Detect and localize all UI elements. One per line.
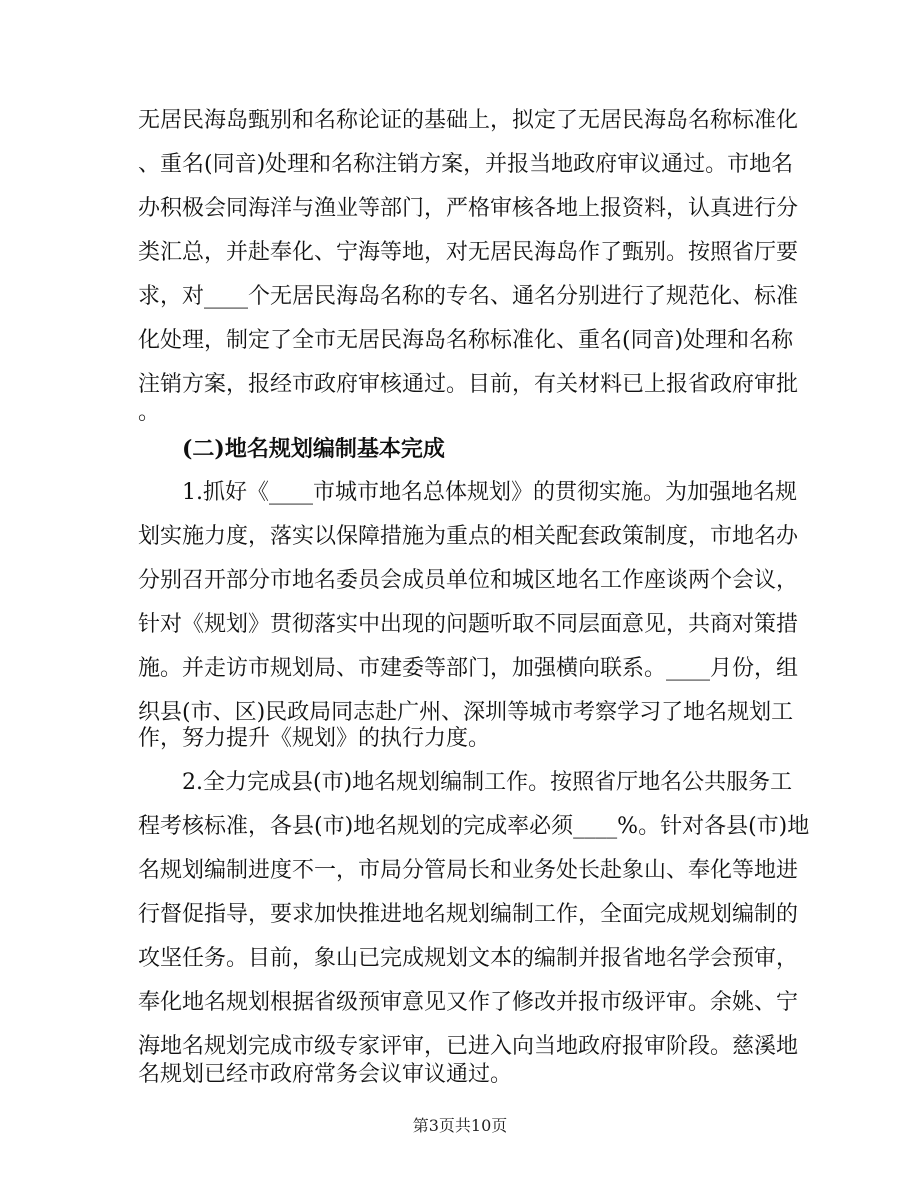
body-text-line: 求，对____个无居民海岛名称的专名、通名分别进行了规范化、标准 [138, 284, 799, 309]
body-text-line: 名规划编制进度不一，市局分管局长和业务处长赴象山、奉化等地进 [138, 858, 799, 883]
body-text-line: 2.全力完成县(市)地名规划编制工作。按照省厅地名公共服务工 [182, 770, 793, 795]
body-text-line: 海地名规划完成市级专家评审，已进入向当地政府报审阶段。慈溪地 [138, 1034, 799, 1059]
body-text-line: 类汇总，并赴奉化、宁海等地，对无居民海岛作了甄别。按照省厅要 [138, 240, 799, 265]
body-text-line: 行督促指导，要求加快推进地名规划编制工作，全面完成规划编制的 [138, 902, 799, 927]
page-footer: 第3页共10页 [412, 1116, 508, 1135]
body-text-line: 、重名(同音)处理和名称注销方案，并报当地政府审议通过。市地名 [138, 152, 794, 177]
body-text-line: 针对《规划》贯彻落实中出现的问题听取不同层面意见，共商对策措 [138, 612, 799, 637]
body-text-line: 注销方案，报经市政府审核通过。目前，有关材料已上报省政府审批 [138, 372, 799, 397]
body-text-line: 1.抓好《____市城市地名总体规划》的贯彻实施。为加强地名规 [182, 480, 797, 505]
body-text-line: 奉化地名规划根据省级预审意见又作了修改并报市级评审。余姚、宁 [138, 990, 799, 1015]
body-text-line: 作，努力提升《规划》的执行力度。 [138, 726, 491, 751]
body-text-line: 施。并走访市规划局、市建委等部门，加强横向联系。____月份，组 [138, 656, 799, 681]
section-heading: (二)地名规划编制基本完成 [182, 436, 445, 462]
body-text-line: 程考核标准，各县(市)地名规划的完成率必须____%。针对各县(市)地 [138, 814, 810, 839]
body-text-line: 。 [138, 400, 161, 425]
body-text-line: 划实施力度，落实以保障措施为重点的相关配套政策制度，市地名办 [138, 524, 799, 549]
body-text-line: 分别召开部分市地名委员会成员单位和城区地名工作座谈两个会议， [138, 568, 799, 593]
body-text-line: 无居民海岛甄别和名称论证的基础上，拟定了无居民海岛名称标准化 [138, 108, 799, 133]
body-text-line: 办积极会同海洋与渔业等部门，严格审核各地上报资料，认真进行分 [138, 196, 799, 221]
body-text-line: 织县(市、区)民政局同志赴广州、深圳等城市考察学习了地名规划工 [138, 700, 794, 725]
body-text-line: 化处理，制定了全市无居民海岛名称标准化、重名(同音)处理和名称 [138, 328, 794, 353]
body-text-line: 攻坚任务。目前，象山已完成规划文本的编制并报省地名学会预审， [138, 946, 799, 971]
body-text-line: 名规划已经市政府常务会议审议通过。 [138, 1062, 513, 1087]
